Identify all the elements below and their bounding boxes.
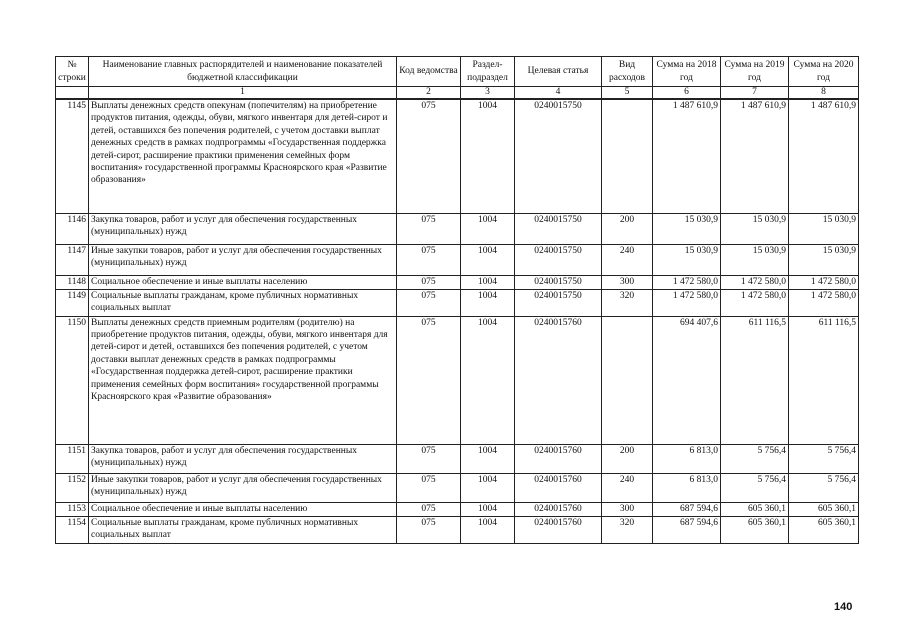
row-sum-2019: 5 756,4 xyxy=(721,473,789,502)
row-sum-2020: 1 472 580,0 xyxy=(789,289,859,316)
header-name: Наименование главных распорядителей и наименование показателей бюджетной классификации xyxy=(89,57,397,87)
row-expense-kind: 300 xyxy=(602,502,653,516)
row-name: Закупка товаров, работ и услуг для обеспечения государственных (муниципальных) нужд xyxy=(89,213,397,244)
table-row xyxy=(56,516,859,543)
row-name: Выплаты денежных средств приемным родителям (родителю) на приобретение продуктов питания, одежды, обуви, мягкого инвентаря для детей-сирот и детей, оставшихся без попечения родителей, с учетом доставки выплат денежных средств в рамках подпрограммы «Государственная поддержка детей-сирот, расширение практики применения семейных форм воспитания» государственной программы Красноярского края «Развитие образования» xyxy=(89,316,397,444)
column-number: 6 xyxy=(653,87,721,100)
row-section: 1004 xyxy=(461,289,515,316)
budget-table xyxy=(55,56,859,544)
row-section: 1004 xyxy=(461,516,515,543)
header-section: Раздел-подраздел xyxy=(461,57,515,87)
row-sum-2019: 611 116,5 xyxy=(721,316,789,444)
row-target-article: 0240015760 xyxy=(515,316,602,444)
row-sum-2019: 15 030,9 xyxy=(721,213,789,244)
row-expense-kind: 320 xyxy=(602,516,653,543)
row-name: Социальные выплаты гражданам, кроме публичных нормативных социальных выплат xyxy=(89,289,397,316)
row-expense-kind: 240 xyxy=(602,244,653,275)
column-number: 7 xyxy=(721,87,789,100)
row-expense-kind: 320 xyxy=(602,289,653,316)
row-expense-kind xyxy=(602,99,653,213)
row-number: 1150 xyxy=(56,316,89,444)
row-sum-2020: 611 116,5 xyxy=(789,316,859,444)
row-section: 1004 xyxy=(461,502,515,516)
row-section: 1004 xyxy=(461,444,515,473)
row-department-code: 075 xyxy=(397,473,461,502)
row-department-code: 075 xyxy=(397,99,461,213)
row-sum-2020: 605 360,1 xyxy=(789,502,859,516)
row-sum-2020: 605 360,1 xyxy=(789,516,859,543)
row-target-article: 0240015760 xyxy=(515,502,602,516)
row-number: 1154 xyxy=(56,516,89,543)
row-sum-2018: 15 030,9 xyxy=(653,213,721,244)
row-number: 1149 xyxy=(56,289,89,316)
row-expense-kind: 240 xyxy=(602,473,653,502)
row-target-article: 0240015760 xyxy=(515,473,602,502)
column-number: 1 xyxy=(89,87,397,100)
row-department-code: 075 xyxy=(397,289,461,316)
row-sum-2020: 1 487 610,9 xyxy=(789,99,859,213)
header-department-code: Код ведомства xyxy=(397,57,461,87)
row-section: 1004 xyxy=(461,316,515,444)
row-number: 1153 xyxy=(56,502,89,516)
row-sum-2020: 1 472 580,0 xyxy=(789,275,859,289)
row-expense-kind xyxy=(602,316,653,444)
column-number xyxy=(56,87,89,100)
row-sum-2018: 1 472 580,0 xyxy=(653,275,721,289)
row-department-code: 075 xyxy=(397,516,461,543)
row-name: Социальное обеспечение и иные выплаты населению xyxy=(89,275,397,289)
header-sum-2020: Сумма на 2020 год xyxy=(789,57,859,87)
header-target-article: Целевая статья xyxy=(515,57,602,87)
row-number: 1146 xyxy=(56,213,89,244)
column-number: 3 xyxy=(461,87,515,100)
row-number: 1151 xyxy=(56,444,89,473)
page-number: 140 xyxy=(834,601,853,613)
row-target-article: 0240015750 xyxy=(515,213,602,244)
row-expense-kind: 200 xyxy=(602,213,653,244)
row-department-code: 075 xyxy=(397,244,461,275)
header-sum-2018: Сумма на 2018 год xyxy=(653,57,721,87)
header-row-number: № строки xyxy=(56,57,89,87)
table-row xyxy=(56,244,859,275)
row-name: Закупка товаров, работ и услуг для обеспечения государственных (муниципальных) нужд xyxy=(89,444,397,473)
row-target-article: 0240015750 xyxy=(515,289,602,316)
row-sum-2020: 15 030,9 xyxy=(789,213,859,244)
row-sum-2019: 15 030,9 xyxy=(721,244,789,275)
row-sum-2020: 5 756,4 xyxy=(789,444,859,473)
table-header-row xyxy=(56,57,859,87)
row-department-code: 075 xyxy=(397,316,461,444)
row-sum-2018: 6 813,0 xyxy=(653,473,721,502)
row-number: 1147 xyxy=(56,244,89,275)
row-name: Иные закупки товаров, работ и услуг для обеспечения государственных (муниципальных) нужд xyxy=(89,244,397,275)
row-expense-kind: 200 xyxy=(602,444,653,473)
column-number: 5 xyxy=(602,87,653,100)
row-sum-2018: 1 487 610,9 xyxy=(653,99,721,213)
row-name: Иные закупки товаров, работ и услуг для обеспечения государственных (муниципальных) нужд xyxy=(89,473,397,502)
row-department-code: 075 xyxy=(397,213,461,244)
column-number: 2 xyxy=(397,87,461,100)
row-sum-2019: 1 472 580,0 xyxy=(721,289,789,316)
row-number: 1148 xyxy=(56,275,89,289)
table-row xyxy=(56,289,859,316)
row-sum-2019: 5 756,4 xyxy=(721,444,789,473)
row-target-article: 0240015750 xyxy=(515,275,602,289)
table-row xyxy=(56,316,859,444)
header-expense-kind: Вид расходов xyxy=(602,57,653,87)
row-sum-2018: 687 594,6 xyxy=(653,502,721,516)
row-sum-2018: 1 472 580,0 xyxy=(653,289,721,316)
row-name: Социальные выплаты гражданам, кроме публичных нормативных социальных выплат xyxy=(89,516,397,543)
row-target-article: 0240015760 xyxy=(515,444,602,473)
row-sum-2019: 605 360,1 xyxy=(721,516,789,543)
row-name: Выплаты денежных средств опекунам (попечителям) на приобретение продуктов питания, одежды, обуви, мягкого инвентаря для детей-сирот и детей, оставшихся без попечения родителей, с учетом доставки выплат денежных средств в рамках подпрограммы «Государственная поддержка детей-сирот, расширение практики применения семейных форм воспитания» государственной программы Красноярского края «Развитие образования» xyxy=(89,99,397,213)
header-sum-2019: Сумма на 2019 год xyxy=(721,57,789,87)
row-section: 1004 xyxy=(461,244,515,275)
row-target-article: 0240015760 xyxy=(515,516,602,543)
table-row xyxy=(56,213,859,244)
row-sum-2020: 5 756,4 xyxy=(789,473,859,502)
table-row xyxy=(56,275,859,289)
row-section: 1004 xyxy=(461,275,515,289)
row-sum-2020: 15 030,9 xyxy=(789,244,859,275)
column-number: 8 xyxy=(789,87,859,100)
row-section: 1004 xyxy=(461,473,515,502)
row-number: 1145 xyxy=(56,99,89,213)
row-sum-2019: 1 487 610,9 xyxy=(721,99,789,213)
row-section: 1004 xyxy=(461,213,515,244)
row-department-code: 075 xyxy=(397,275,461,289)
table-row xyxy=(56,502,859,516)
row-department-code: 075 xyxy=(397,444,461,473)
column-number: 4 xyxy=(515,87,602,100)
table-row xyxy=(56,473,859,502)
column-number-row xyxy=(56,87,859,100)
row-target-article: 0240015750 xyxy=(515,244,602,275)
row-sum-2019: 1 472 580,0 xyxy=(721,275,789,289)
row-expense-kind: 300 xyxy=(602,275,653,289)
row-sum-2018: 15 030,9 xyxy=(653,244,721,275)
row-section: 1004 xyxy=(461,99,515,213)
row-sum-2018: 694 407,6 xyxy=(653,316,721,444)
table-row xyxy=(56,444,859,473)
row-number: 1152 xyxy=(56,473,89,502)
row-sum-2019: 605 360,1 xyxy=(721,502,789,516)
row-department-code: 075 xyxy=(397,502,461,516)
row-target-article: 0240015750 xyxy=(515,99,602,213)
table-row xyxy=(56,99,859,213)
row-sum-2018: 6 813,0 xyxy=(653,444,721,473)
row-sum-2018: 687 594,6 xyxy=(653,516,721,543)
row-name: Социальное обеспечение и иные выплаты населению xyxy=(89,502,397,516)
